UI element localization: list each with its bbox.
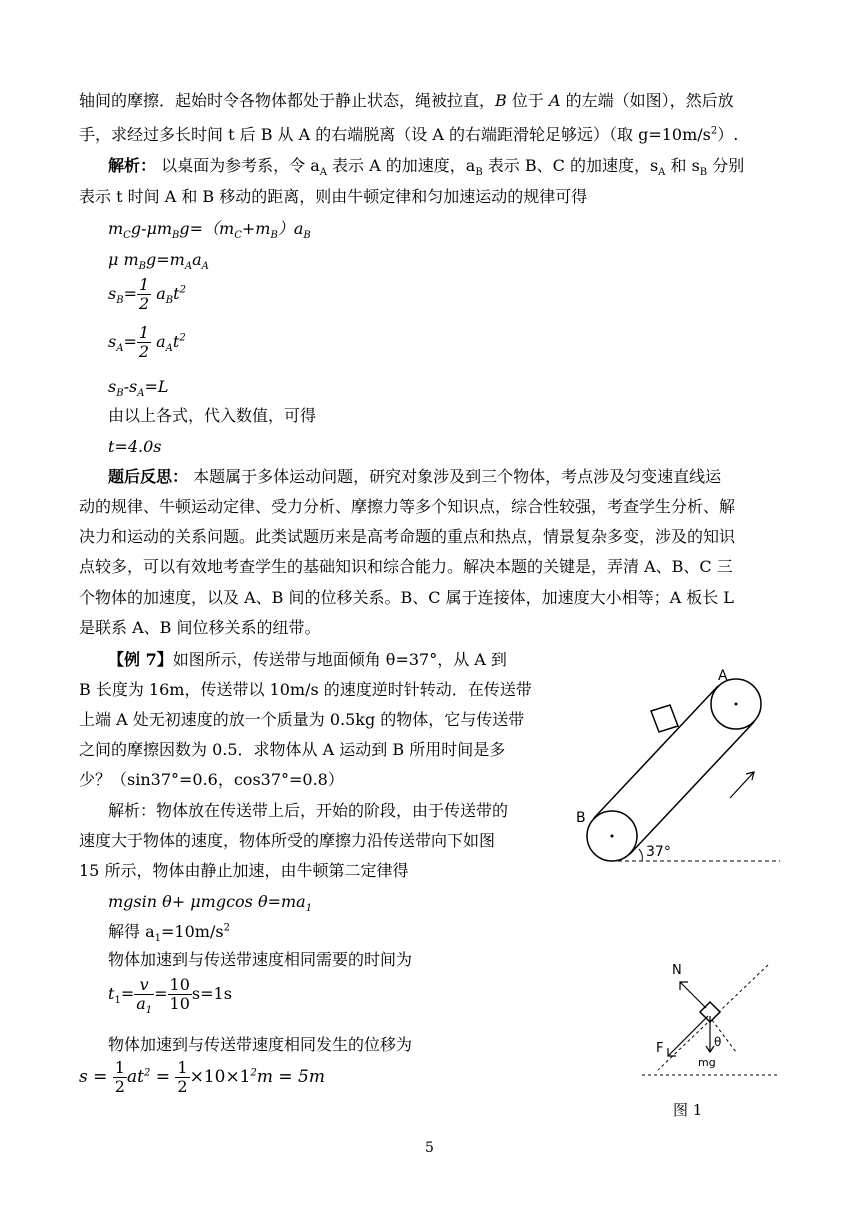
fraction-half: $\frac{1}{2}$ — [177, 1058, 188, 1096]
label-B: B — [576, 810, 586, 826]
equation-1: $m_Cg-\mu m_Bg=(m_C+m_B)a_B$ — [108, 219, 311, 242]
fraction-half: $\frac{1}{2}$ — [138, 323, 150, 361]
paragraph-line: 轴间的摩擦．起始时令各物体都处于静止状态，绳被拉直，B 位于 A 的左端（如图），然后放 — [79, 91, 734, 110]
example-7-line: 上端 A 处无初速度的放一个质量为 0.5kg 的物体，它与传送带 — [79, 710, 525, 729]
solution-line: 物体加速到与传送带速度相同需要的时间为 — [108, 950, 413, 969]
conveyor-belt-figure — [570, 660, 785, 870]
block-on-belt — [651, 705, 678, 732]
label-A: A — [718, 668, 728, 684]
time-equation: $t_1=$ $\frac{v}{a_1}$ = $\frac{10}{10}$ s=1s — [108, 975, 232, 1017]
solution-line: 物体加速到与传送带速度相同发生的位移为 — [108, 1035, 413, 1054]
belt-lower-run — [630, 722, 754, 854]
reflection-line: 决力和运动的关系问题。此类试题历来是高考命题的重点和热点，情景复杂多变，涉及的知识 — [79, 527, 736, 546]
reflection-line: 个物体的加速度，以及 A、B 间的位移关系。B、C 属于连接体，加速度大小相等；A 板长 L — [79, 588, 734, 607]
paragraph-line: 手，求经过多长时间 t 后 B 从 A 的右端脱离（设 A 的右端距滑轮足够远）（取 $g=10m/s^2$）. — [79, 125, 739, 144]
upper-pulley-center — [735, 703, 738, 706]
fraction-half: $\frac{1}{2}$ — [138, 275, 150, 313]
figure-caption: 图 1 — [673, 1101, 703, 1119]
angle-arc — [639, 849, 642, 861]
example-7-line: 【例 7】如图所示，传送带与地面倾角 θ=37°，从 A 到 — [108, 650, 507, 669]
normal-force-arrow — [680, 982, 706, 1008]
reflection-line: 是联系 A、B 间位移关系的纽带。 — [79, 618, 321, 637]
fraction-v-a1: $\frac{v}{a_1}$ — [136, 975, 153, 1017]
paragraph-line: 表示 t 时间 A 和 B 移动的距离，则由牛顿定律和匀加速运动的规律可得 — [79, 187, 588, 206]
solution-line: 解析：物体放在传送带上后，开始的阶段，由于传送带的 — [108, 801, 509, 820]
solution-line: 速度大于物体的速度，物体所受的摩擦力沿传送带向下如图 — [79, 831, 496, 850]
newton-equation: mgsin θ+ μmgcos $\theta=ma_1$ — [108, 892, 313, 915]
equation-2: μ $m_Bg=m_Aa_A$ — [108, 250, 209, 273]
fraction-10-10: $\frac{10}{10}$ — [169, 975, 190, 1013]
equation-5: $s_B-s_A=L$ — [108, 377, 169, 400]
label-F: F — [656, 1041, 664, 1056]
paragraph-line: 由以上各式，代入数值，可得 — [108, 406, 317, 425]
label-mg: mg — [698, 1056, 716, 1069]
equation-3: $s_B=$ $\frac{1}{2}$ $a_Bt^2$ — [108, 275, 186, 313]
example-7-line: B 长度为 16m，传送带以 10m/s 的速度逆时针转动．在传送带 — [79, 680, 532, 699]
belt-upper-run — [594, 686, 718, 818]
displacement-equation: s = $\frac{1}{2}$ $at^2$ = $\frac{1}{2}$ $\times 10\times 1^2m = 5m$ — [79, 1058, 325, 1096]
reflection-line: 动的规律、牛顿运动定律、受力分析、摩擦力等多个知识点，综合性较强，考查学生分析、解 — [79, 497, 736, 516]
solution-line: 15 所示，物体由静止加速，由牛顿第二定律得 — [79, 861, 409, 880]
label-angle: 37° — [646, 844, 671, 860]
result-line: t=4.0s — [108, 437, 162, 456]
solution-intro: 解析： 以桌面为参考系，令 $a_A$ 表示 A 的加速度，$a_B$ 表示 B、C 的加速度，$s_A$ 和 $s_B$ 分别 — [108, 156, 745, 179]
label-theta: θ — [714, 1035, 722, 1049]
solution-line: 解得 $a_1=10m/s^2$ — [108, 922, 230, 945]
example-7-line: 之间的摩擦因数为 0.5．求物体从 A 运动到 B 所用时间是多 — [79, 740, 506, 759]
reflection-line: 题后反思： 本题属于多体运动问题，研究对象涉及到三个物体，考点涉及匀变速直线运 — [108, 467, 722, 486]
force-diagram-figure — [640, 960, 780, 1085]
page-number: 5 — [425, 1140, 434, 1156]
friction-force-arrow — [668, 1016, 708, 1056]
fraction-half: $\frac{1}{2}$ — [114, 1058, 125, 1096]
label-N: N — [672, 963, 682, 978]
belt-direction-arrow — [730, 772, 754, 798]
reflection-line: 点较多，可以有效地考查学生的基础知识和综合能力。解决本题的关键是，弄清 A、B、C 三 — [79, 557, 733, 576]
equation-4: $s_A=$ $\frac{1}{2}$ $a_At^2$ — [108, 323, 186, 361]
example-7-line: 少？（sin37°=0.6，cos37°=0.8） — [79, 770, 344, 789]
lower-pulley-center — [611, 835, 614, 838]
